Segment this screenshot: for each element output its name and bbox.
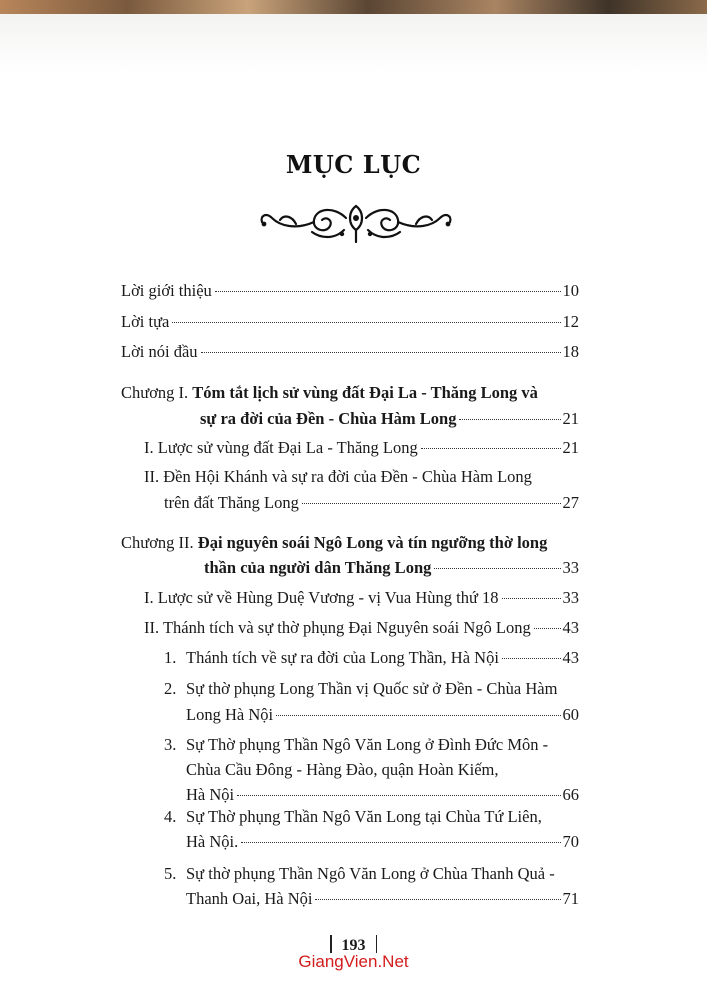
leader-dots xyxy=(241,842,560,843)
toc-entry-page: 33 xyxy=(562,588,579,607)
toc-entry-ch1-s2[interactable] xyxy=(144,467,532,487)
toc-entry-intro[interactable] xyxy=(121,281,579,301)
toc-entry-page: 12 xyxy=(562,312,579,331)
page-number-bar-right xyxy=(376,935,378,953)
leader-dots xyxy=(534,628,561,629)
toc-entry-item-4[interactable] xyxy=(164,807,542,827)
leader-dots xyxy=(215,291,561,292)
leader-dots xyxy=(421,448,561,449)
toc-entry-label: Sự Thờ phụng Thần Ngô Văn Long tại Chùa Tứ Liên, xyxy=(186,807,542,826)
page-number-value: 193 xyxy=(341,937,366,954)
toc-entry-label: Lời tựa xyxy=(121,312,170,331)
toc-entry-ch1-s2-cont[interactable] xyxy=(164,493,579,513)
chapter-title-cont: thần của người dân Thăng Long xyxy=(204,558,432,577)
leader-dots xyxy=(302,503,561,504)
toc-entry-ch1-s1[interactable] xyxy=(144,438,579,458)
toc-entry-page: 21 xyxy=(562,409,579,428)
toc-entry-page: 66 xyxy=(562,785,579,804)
chapter-2-heading-cont[interactable] xyxy=(204,558,579,578)
leader-dots xyxy=(237,795,560,796)
toc-entry-label: Sự thờ phụng Long Thần vị Quốc sử ở Đền - Chùa Hàm xyxy=(186,679,558,698)
toc-entry-page: 21 xyxy=(562,438,579,457)
toc-entry-item-1[interactable] xyxy=(164,648,579,668)
ornament-divider-icon xyxy=(256,200,456,246)
toc-entry-label: I. Lược sử về Hùng Duệ Vương - vị Vua Hùng thứ 18 xyxy=(144,588,499,607)
chapter-prefix: Chương II. xyxy=(121,533,198,552)
toc-entry-label: Sự thờ phụng Thần Ngô Văn Long ở Chùa Thanh Quả - xyxy=(186,864,555,883)
toc-entry-preface[interactable] xyxy=(121,342,579,362)
item-number: 1. xyxy=(164,648,177,667)
toc-entry-label: Sự Thờ phụng Thần Ngô Văn Long ở Đình Đức Môn - xyxy=(186,735,549,754)
leader-dots xyxy=(172,322,560,323)
item-number: 4. xyxy=(164,807,177,826)
toc-entry-item-3-cont-2[interactable] xyxy=(186,785,579,805)
toc-entry-page: 10 xyxy=(562,281,579,300)
item-number: 3. xyxy=(164,735,177,754)
toc-entry-page: 71 xyxy=(562,889,579,908)
leader-dots xyxy=(502,598,561,599)
leader-dots xyxy=(315,899,560,900)
item-number: 2. xyxy=(164,679,177,698)
toc-entry-item-3[interactable] xyxy=(164,735,548,755)
chapter-2-heading[interactable] xyxy=(121,533,547,553)
chapter-1-heading[interactable] xyxy=(121,383,538,403)
toc-entry-item-2[interactable] xyxy=(164,679,557,699)
watermark: GiangVien.Net xyxy=(298,952,409,971)
toc-entry-label: I. Lược sử vùng đất Đại La - Thăng Long xyxy=(144,438,418,457)
toc-entry-page: 60 xyxy=(562,705,579,724)
chapter-title-cont: sự ra đời của Đền - Chùa Hàm Long xyxy=(200,409,457,428)
item-number: 5. xyxy=(164,864,177,883)
toc-entry-page: 27 xyxy=(562,493,579,512)
toc-entry-item-5-cont[interactable] xyxy=(186,889,579,909)
toc-entry-label-cont: Chùa Cầu Đông - Hàng Đào, quận Hoàn Kiếm, xyxy=(186,760,499,779)
chapter-title: Đại nguyên soái Ngô Long và tín ngưỡng thờ long xyxy=(197,533,548,552)
toc-entry-label-cont: trên đất Thăng Long xyxy=(164,493,299,512)
leader-dots xyxy=(276,715,560,716)
toc-entry-item-5[interactable] xyxy=(164,864,555,884)
toc-entry-page: 43 xyxy=(562,648,579,667)
toc-entry-label-cont: Thanh Oai, Hà Nội xyxy=(186,889,313,908)
toc-entry-page: 70 xyxy=(562,832,579,851)
toc-entry-item-4-cont[interactable] xyxy=(186,832,579,852)
chapter-prefix: Chương I. xyxy=(121,383,193,402)
toc-entry-item-3-cont[interactable] xyxy=(186,760,499,780)
toc-entry-page: 43 xyxy=(562,618,579,637)
page-title: MỤC LỤC xyxy=(285,150,422,179)
toc-entry-ch2-s2[interactable] xyxy=(144,618,579,638)
toc-entry-ch2-s1[interactable] xyxy=(144,588,579,608)
leader-dots xyxy=(502,658,561,659)
toc-entry-label: Lời giới thiệu xyxy=(121,281,212,300)
toc-entry-label-cont: Long Hà Nội xyxy=(186,705,274,724)
leader-dots xyxy=(201,352,561,353)
toc-entry-item-2-cont[interactable] xyxy=(186,705,579,725)
toc-entry-page: 33 xyxy=(562,558,579,577)
toc-entry-foreword[interactable] xyxy=(121,312,579,332)
toc-entry-label: II. Đền Hội Khánh và sự ra đời của Đền - Chùa Hàm Long xyxy=(144,467,532,486)
toc-entry-page: 18 xyxy=(562,342,579,361)
toc-entry-label: Thánh tích về sự ra đời của Long Thần, Hà Nội xyxy=(186,648,499,667)
book-cover-edge xyxy=(0,0,707,14)
toc-entry-label: Lời nói đầu xyxy=(121,342,198,361)
leader-dots xyxy=(459,419,560,420)
page-number-bar-left xyxy=(330,935,332,953)
leader-dots xyxy=(434,568,560,569)
chapter-1-heading-cont[interactable] xyxy=(200,409,579,429)
chapter-title: Tóm tắt lịch sử vùng đất Đại La - Thăng Long và xyxy=(192,383,538,402)
toc-entry-label-cont: Hà Nội xyxy=(186,785,235,804)
toc-entry-label-cont: Hà Nội. xyxy=(186,832,239,851)
toc-entry-label: II. Thánh tích và sự thờ phụng Đại Nguyên soái Ngô Long xyxy=(144,618,531,637)
